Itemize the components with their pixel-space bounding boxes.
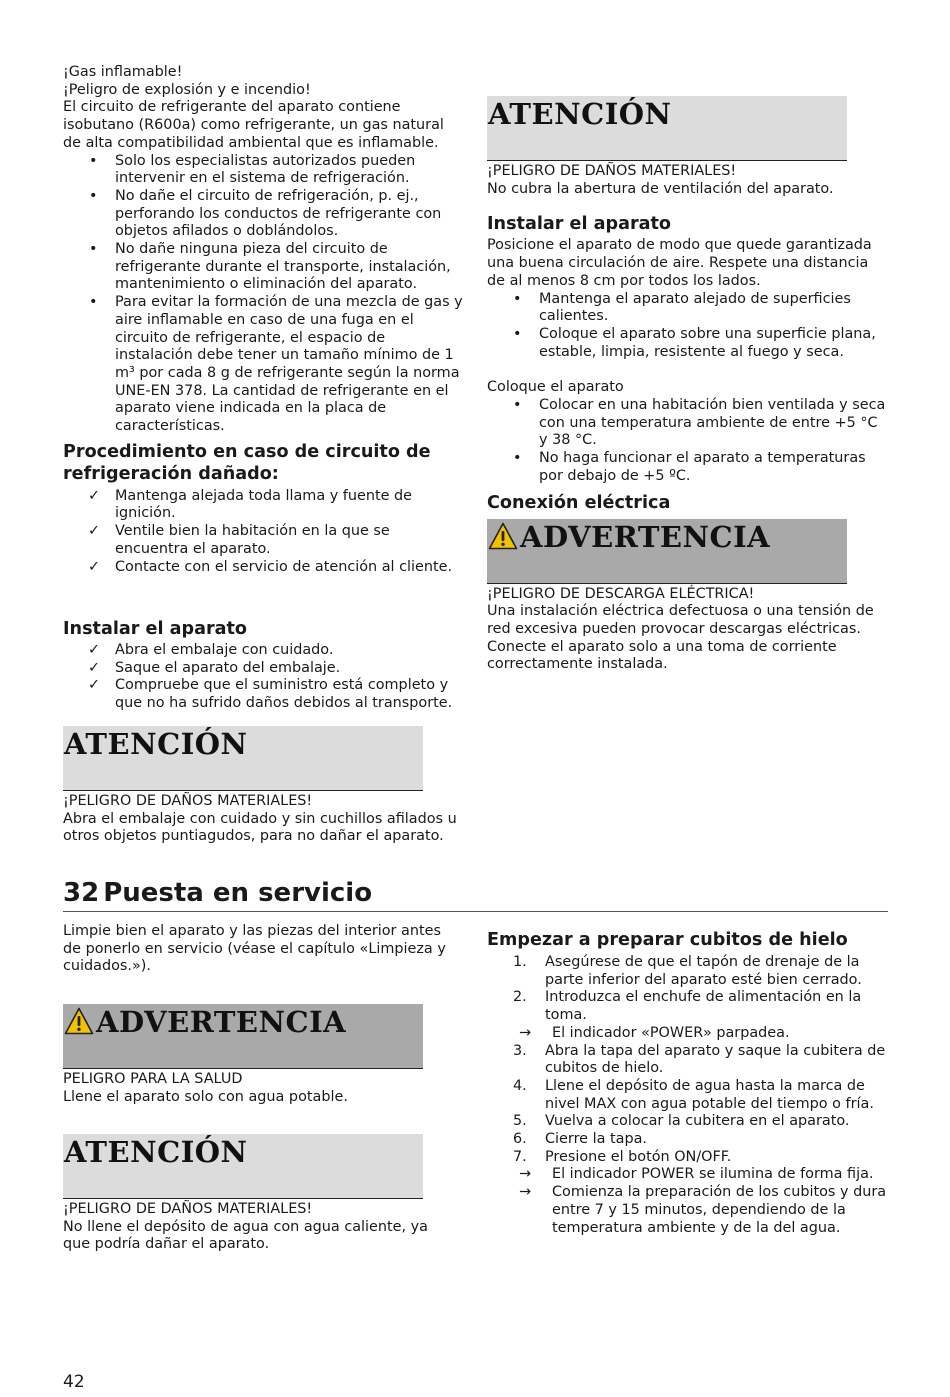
step-text: Comienza la preparación de los cubitos y dura entre 7 y 15 minutos, dependiendo de la temperatura ambiente y de la del agua. xyxy=(552,1184,887,1236)
procedure-checklist xyxy=(63,488,463,577)
attention-title: ATENCIÓN xyxy=(64,727,248,761)
attention-subtitle: ¡PELIGRO DE DAÑOS MATERIALES! xyxy=(63,1201,313,1217)
warning-triangle-icon xyxy=(64,1007,94,1035)
electric-heading: Conexión eléctrica xyxy=(487,492,671,513)
step-number: 4. xyxy=(513,1077,527,1094)
list-item: • No dañe el circuito de refrigeración, p. ej., perforando los conductos de refrigerante con objetos afilados o doblándolos. xyxy=(63,188,463,241)
page-number: 42 xyxy=(63,1372,85,1392)
ice-steps-list xyxy=(487,954,887,1237)
step-text: Introduzca el enchufe de alimentación en la toma. xyxy=(545,989,862,1024)
result-arrow-icon: → xyxy=(519,1166,532,1183)
list-item: • Para evitar la formación de una mezcla de gas y aire inflamable en caso de una fuga en el circuito de refrigerante, el espacio de instalación debe tener un tamaño mínimo de 1 m³ por cada 8 g de refrigerante según la norma UNE-EN 378. La cantidad de refrigerante en el aparato viene indicada en la placa de características. xyxy=(63,294,463,436)
left-column-bottom xyxy=(63,923,463,976)
step-text: El indicador «POWER» parpadea. xyxy=(552,1024,790,1041)
place-paragraph: Coloque el aparato xyxy=(487,379,624,396)
attention-title: ATENCIÓN xyxy=(488,97,672,131)
attention-notice-packaging xyxy=(63,726,463,846)
step-text: El indicador POWER se ilumina de forma fija. xyxy=(552,1166,874,1183)
warning-text: Una instalación eléctrica defectuosa o una tensión de red excesiva pueden provocar descargas eléctricas. Conecte el aparato solo a una toma de corriente correctamente instalada. xyxy=(487,603,874,673)
list-item: ✓ Saque el aparato del embalaje. xyxy=(63,660,463,678)
warning-notice-health xyxy=(63,1004,463,1106)
step-item xyxy=(487,1043,887,1078)
install-bullet-list xyxy=(487,291,887,362)
safety-bullet-list xyxy=(63,153,463,436)
attention-box xyxy=(487,96,847,161)
warning-title: ADVERTENCIA xyxy=(96,1005,347,1039)
warning-title: ADVERTENCIA xyxy=(520,519,771,554)
attention-notice-water xyxy=(63,1134,463,1254)
step-item xyxy=(487,989,887,1024)
install-heading: Instalar el aparato xyxy=(63,619,248,639)
step-result xyxy=(487,1184,887,1237)
attention-text: No llene el depósito de agua con agua caliente, ya que podría dañar el aparato. xyxy=(63,1218,429,1253)
list-item: • Solo los especialistas autorizados pueden intervenir en el sistema de refrigeración. xyxy=(63,153,463,188)
warning-triangle-icon xyxy=(488,522,518,550)
place-bullet-list xyxy=(487,397,887,486)
intro-paragraph: El circuito de refrigerante del aparato contiene isobutano (R600a) como refrigerante, un gas natural de alta compatibilidad ambiental que es inflamable. xyxy=(63,99,444,151)
attention-text: No cubra la abertura de ventilación del aparato. xyxy=(487,180,834,197)
result-arrow-icon: → xyxy=(519,1024,532,1041)
step-text: Asegúrese de que el tapón de drenaje de la parte inferior del aparato esté bien cerrado. xyxy=(545,954,862,988)
step-item xyxy=(487,1149,887,1167)
attention-subtitle: ¡PELIGRO DE DAÑOS MATERIALES! xyxy=(487,163,737,179)
step-item xyxy=(487,1113,887,1131)
list-item: ✓ Abra el embalaje con cuidado. xyxy=(63,642,463,660)
left-install-section xyxy=(63,618,463,713)
step-item xyxy=(487,954,887,989)
step-text: Vuelva a colocar la cubitera en el aparato. xyxy=(545,1113,850,1130)
warning-subtitle: PELIGRO PARA LA SALUD xyxy=(63,1071,243,1087)
startup-intro: Limpie bien el aparato y las piezas del interior antes de ponerlo en servicio (véase el capítulo «Limpieza y cuidados.»). xyxy=(63,923,446,975)
right-column-bottom xyxy=(487,929,887,1237)
attention-subtitle: ¡PELIGRO DE DAÑOS MATERIALES! xyxy=(63,793,313,809)
warning-title-wrap xyxy=(64,1004,346,1040)
list-item: ✓ Ventile bien la habitación en la que se encuentra el aparato. xyxy=(63,523,463,558)
step-result xyxy=(487,1025,887,1043)
step-item xyxy=(487,1078,887,1113)
list-item: • Coloque el aparato sobre una superficie plana, estable, limpia, resistente al fuego y seca. xyxy=(487,326,887,361)
step-number: 6. xyxy=(513,1131,527,1148)
chapter-title: Puesta en servicio xyxy=(103,878,373,908)
warning-subtitle: ¡PELIGRO DE DESCARGA ELÉCTRICA! xyxy=(487,585,755,602)
step-number: 7. xyxy=(513,1148,527,1165)
install-heading: Instalar el aparato xyxy=(487,214,672,235)
step-text: Abra la tapa del aparato y saque la cubitera de cubitos de hielo. xyxy=(545,1042,886,1077)
intro-line: ¡Gas inflamable! xyxy=(63,64,183,80)
step-number: 5. xyxy=(513,1113,527,1130)
step-number: 1. xyxy=(513,954,527,970)
list-item: • No haga funcionar el aparato a temperaturas por debajo de +5 ºC. xyxy=(487,450,887,485)
install-paragraph: Posicione el aparato de modo que quede garantizada una buena circulación de aire. Respete una distancia de al menos 8 cm por todos los lados. xyxy=(487,237,872,289)
result-arrow-icon: → xyxy=(519,1184,532,1201)
right-column-top xyxy=(487,96,887,674)
list-item: ✓ Compruebe que el suministro está completo y que no ha sufrido daños debidos al transporte. xyxy=(63,677,463,712)
attention-title: ATENCIÓN xyxy=(64,1135,248,1169)
attention-box xyxy=(63,726,423,791)
chapter-number: 32 xyxy=(63,878,100,908)
warning-title-wrap xyxy=(488,519,770,555)
warning-text: Llene el aparato solo con agua potable. xyxy=(63,1088,348,1105)
warning-box xyxy=(63,1004,423,1069)
ice-heading: Empezar a preparar cubitos de hielo xyxy=(487,930,848,950)
step-item xyxy=(487,1131,887,1149)
attention-box xyxy=(63,1134,423,1199)
step-text: Llene el depósito de agua hasta la marca de nivel MAX con agua potable del tiempo o fría. xyxy=(545,1077,874,1112)
list-item: ✓ Contacte con el servicio de atención al cliente. xyxy=(63,559,463,577)
procedure-heading: Procedimiento en caso de circuito de refrigeración dañado: xyxy=(63,441,431,484)
attention-text: Abra el embalaje con cuidado y sin cuchillos afilados u otros objetos puntiagudos, para no dañar el aparato. xyxy=(63,810,457,845)
step-number: 3. xyxy=(513,1042,527,1059)
left-column-top xyxy=(63,64,463,576)
step-result xyxy=(487,1166,887,1184)
step-text: Cierre la tapa. xyxy=(545,1131,647,1148)
list-item: • No dañe ninguna pieza del circuito de refrigerante durante el transporte, instalación, mantenimiento o eliminación del aparato. xyxy=(63,241,463,294)
intro-line: ¡Peligro de explosión y e incendio! xyxy=(63,81,311,98)
step-text: Presione el botón ON/OFF. xyxy=(545,1148,732,1165)
step-number: 2. xyxy=(513,989,527,1006)
list-item: ✓ Mantenga alejada toda llama y fuente de ignición. xyxy=(63,488,463,523)
list-item: • Mantenga el aparato alejado de superficies calientes. xyxy=(487,291,887,326)
warning-box xyxy=(487,519,847,584)
list-item: • Colocar en una habitación bien ventilada y seca con una temperatura ambiente de entre +5 °C y 38 °C. xyxy=(487,397,887,450)
install-checklist xyxy=(63,642,463,713)
chapter-heading xyxy=(63,874,888,912)
